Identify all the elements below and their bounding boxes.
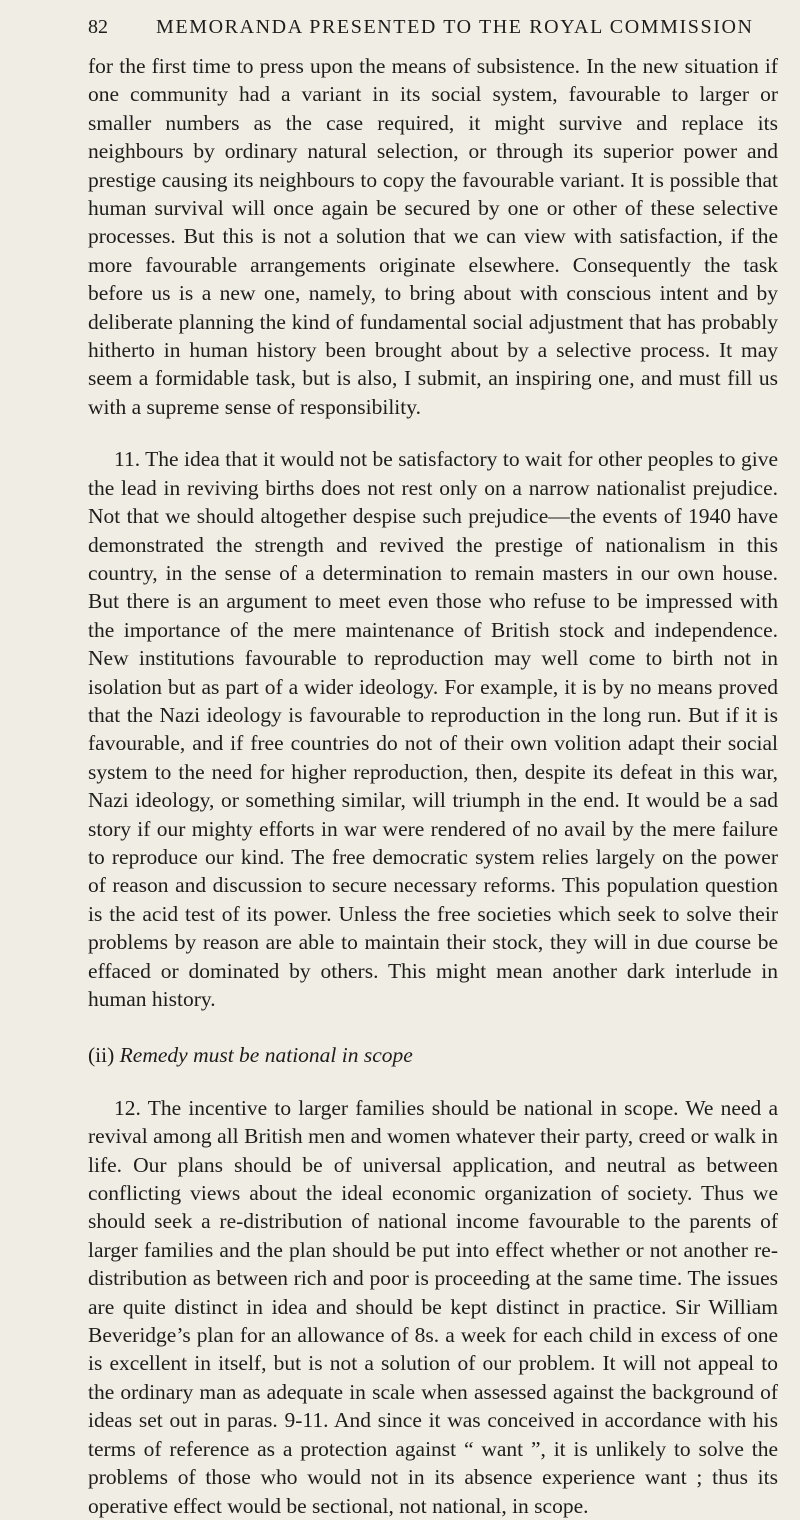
heading-spacer: [88, 1070, 778, 1094]
section-heading-number: (ii): [88, 1043, 115, 1068]
paragraph-11: 11. The idea that it would not be satisfactory to wait for other peoples to give the lead in reviving births does not rest only on a narrow nationalist prejudice. Not that we should altogether despise such prejudice—the events of 1940 have demonstrated the strength and revived the prestige of nationalism in this country, in the sense of a determination to remain masters in our own house. But there is an argument to meet even those who refuse to be impressed with the importance of the mere maintenance of British stock and independence. New institutions favourable to reproduction may well come to birth not in isolation but as part of a wider ideology. For example, it is by no means proved that the Nazi ideology is favourable to reproduction in the long run. But if it is favourable, and if free countries do not of their own volition adapt their social system to the need for higher reproduction, then, despite its defeat in this war, Nazi ideology, or something similar, will triumph in the end. It would be a sad story if our mighty efforts in war were rendered of no avail by the mere failure to reproduce our kind. The free democratic system relies largely on the power of reason and discussion to secure necessary reforms. This population question is the acid test of its power. Unless the free societies which seek to solve their problems by reason are able to maintain their stock, they will in due course be effaced or dominated by others. This might mean another dark interlude in human history.: [88, 447, 778, 1011]
section-heading-title: Remedy must be national in scope: [119, 1043, 413, 1068]
section-spacer: [88, 1013, 778, 1041]
running-title: MEMORANDA PRESENTED TO THE ROYAL COMMISSION: [156, 16, 754, 38]
section-heading: [88, 1041, 778, 1069]
paragraph-spacer: [88, 421, 778, 445]
page-number: 82: [88, 16, 108, 38]
running-header: [88, 16, 778, 46]
paragraph-12: 12. The incentive to larger families should be national in scope. We need a revival among all British men and women whatever their party, creed or walk in life. Our plans should be of universal application, and neutral as between conflicting views about the ideal economic organization of society. Thus we should seek a re-distribution of national income favourable to the parents of larger families and the plan should be put into effect whether or not another re-distribution as between rich and poor is proceeding at the same time. The issues are quite distinct in idea and should be kept distinct in practice. Sir William Beveridge’s plan for an allowance of 8s. a week for each child in excess of one is excellent in itself, but is not a solution of our problem. It will not appeal to the ordinary man as adequate in scale when assessed against the background of ideas set out in paras. 9-11. And since it was conceived in accordance with his terms of reference as a protection against “ want ”, it is unlikely to solve the problems of those who would not in its absence experience want ; thus its operative effect would be sectional, not national, in scope.: [88, 1095, 778, 1518]
paragraph-continued: for the first time to press upon the means of subsistence. In the new situation if one community had a variant in its social system, favourable to larger or smaller numbers as the case required, it might survive and replace its neighbours by ordinary natural selection, or through its superior power and prestige causing its neighbours to copy the favourable variant. It is possible that human survival will once again be secured by one or other of these selective processes. But this is not a solution that we can view with satisfaction, if the more favourable arrangements originate elsewhere. Consequently the task before us is a new one, namely, to bring about with conscious intent and by deliberate planning the kind of fundamental social adjustment that has probably hitherto in human history been brought about by a selective process. It may seem a formidable task, but is also, I submit, an inspiring one, and must fill us with a supreme sense of responsibility.: [88, 54, 778, 419]
